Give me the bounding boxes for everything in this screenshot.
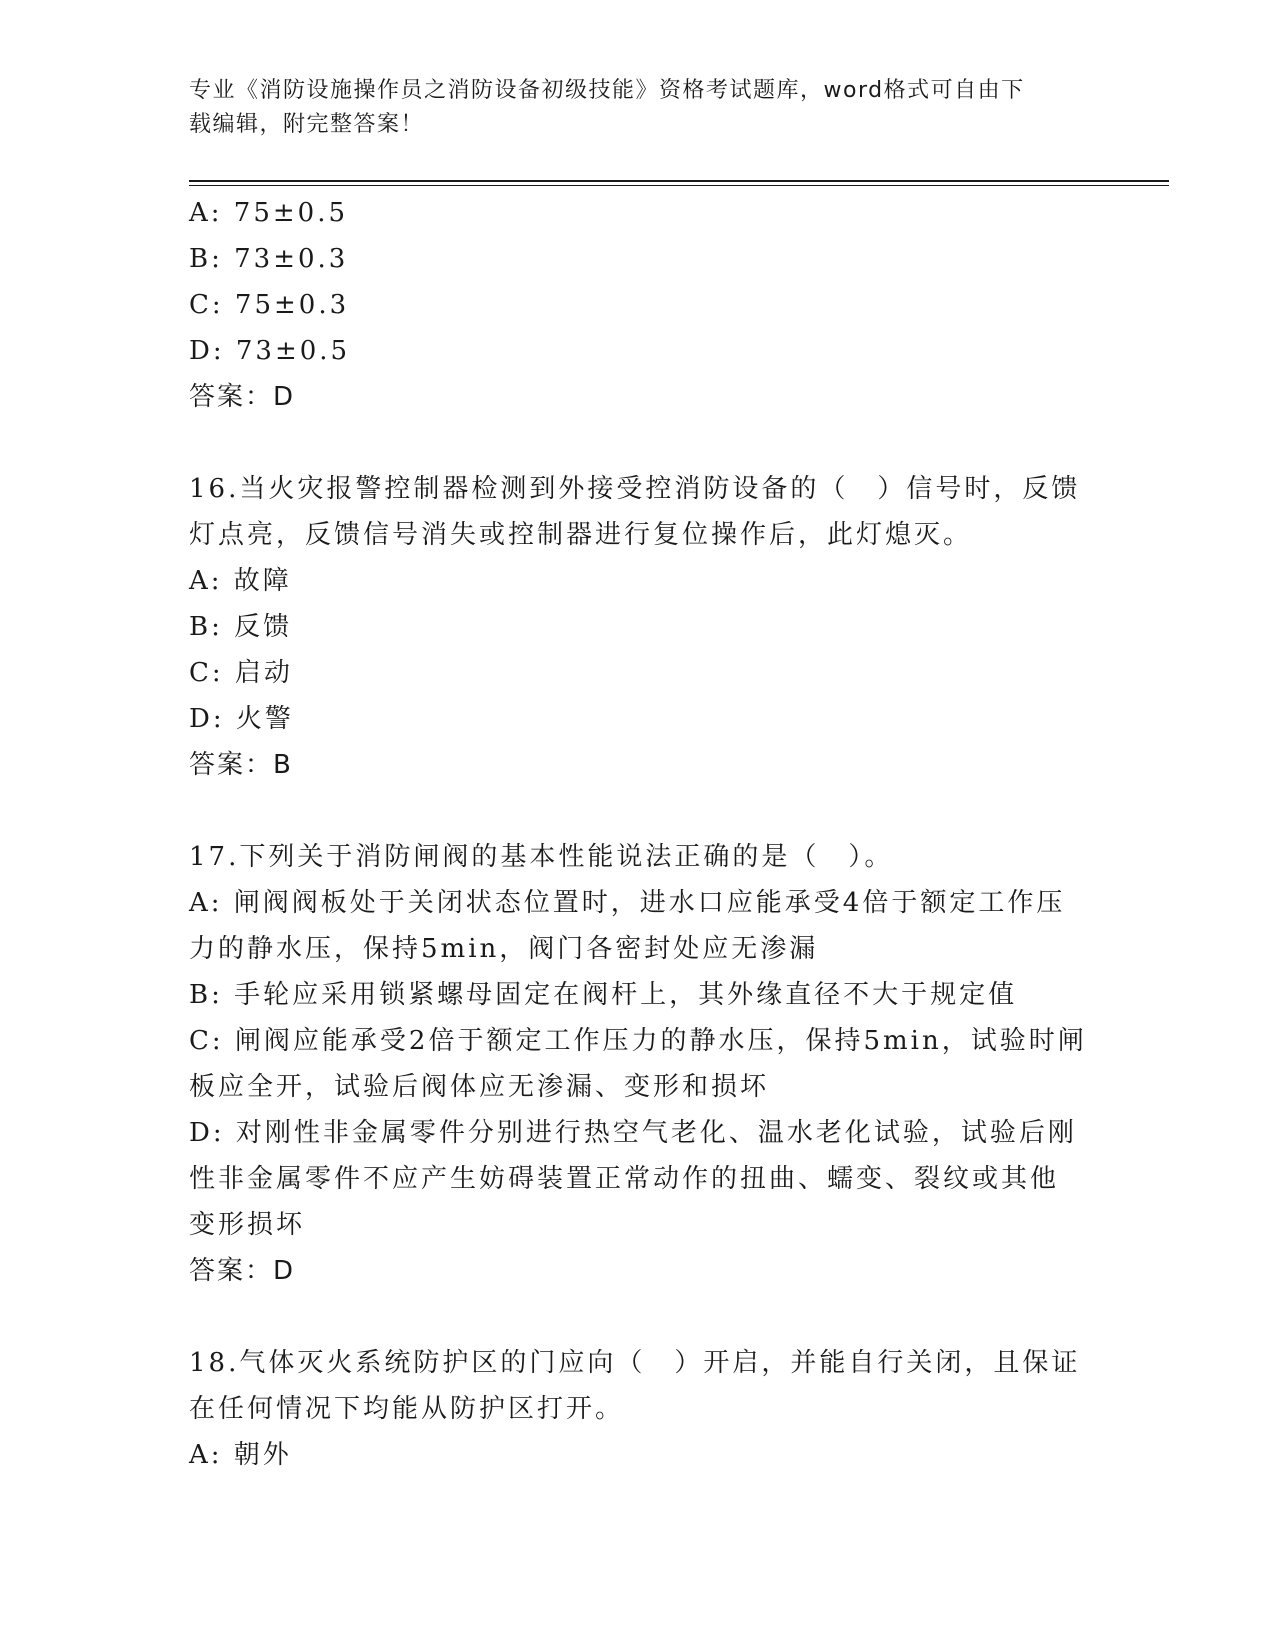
option-d: D: 火警: [189, 704, 294, 734]
question-17: [189, 834, 1089, 1294]
option-a: A: 75±0.5: [189, 198, 349, 228]
question-content: [189, 190, 1089, 1478]
spacer: [189, 788, 1089, 834]
header-divider-thick: [189, 180, 1169, 182]
option-b: B: 反馈: [189, 612, 293, 642]
option-d-line: 变形损坏: [189, 1210, 306, 1240]
option-d-line: 性非金属零件不应产生妨碍装置正常动作的扭曲、蠕变、裂纹或其他: [189, 1164, 1060, 1194]
question-18: [189, 1340, 1089, 1478]
question-stem-line: 18.气体灭火系统防护区的门应向（ ）开启，并能自行关闭，且保证: [189, 1348, 1081, 1378]
option-a: A: 故障: [189, 566, 292, 596]
prev-question: [189, 190, 1089, 420]
question-16: [189, 466, 1089, 788]
option-a-line: 力的静水压，保持5min，阀门各密封处应无渗漏: [189, 934, 819, 964]
question-stem: 17.下列关于消防闸阀的基本性能说法正确的是（ ）。: [189, 842, 894, 872]
option-c-line: 板应全开，试验后阀体应无渗漏、变形和损坏: [189, 1072, 770, 1102]
option-a: A: 朝外: [189, 1440, 292, 1470]
question-stem-line: 灯点亮，反馈信号消失或控制器进行复位操作后，此灯熄灭。: [189, 520, 973, 550]
header-line-1: 专业《消防设施操作员之消防设备初级技能》资格考试题库，word格式可自由下: [189, 78, 1025, 103]
option-c-line: C: 闸阀应能承受2倍于额定工作压力的静水压，保持5min，试验时闸: [189, 1026, 1087, 1056]
option-b: B: 73±0.3: [189, 244, 349, 274]
option-d: D: 73±0.5: [189, 336, 351, 366]
answer: 答案：D: [189, 382, 296, 412]
header-divider-thin: [189, 185, 1169, 186]
option-d-line: D: 对刚性非金属零件分别进行热空气老化、温水老化试验，试验后刚: [189, 1118, 1077, 1148]
spacer: [189, 1294, 1089, 1340]
option-b-line: B: 手轮应采用锁紧螺母固定在阀杆上，其外缘直径不大于规定值: [189, 980, 1018, 1010]
option-c: C: 75±0.3: [189, 290, 350, 320]
option-c: C: 启动: [189, 658, 293, 688]
header-line-2: 载编辑，附完整答案！: [189, 112, 425, 137]
option-a-line: A: 闸阀阀板处于关闭状态位置时，进水口应能承受4倍于额定工作压: [189, 888, 1066, 918]
question-stem-line: 在任何情况下均能从防护区打开。: [189, 1394, 625, 1424]
document-header: [189, 74, 1089, 142]
spacer: [189, 420, 1089, 466]
answer: 答案：B: [189, 750, 293, 780]
answer: 答案：D: [189, 1256, 296, 1286]
question-stem-line: 16.当火灾报警控制器检测到外接受控消防设备的（ ）信号时，反馈: [189, 474, 1081, 504]
